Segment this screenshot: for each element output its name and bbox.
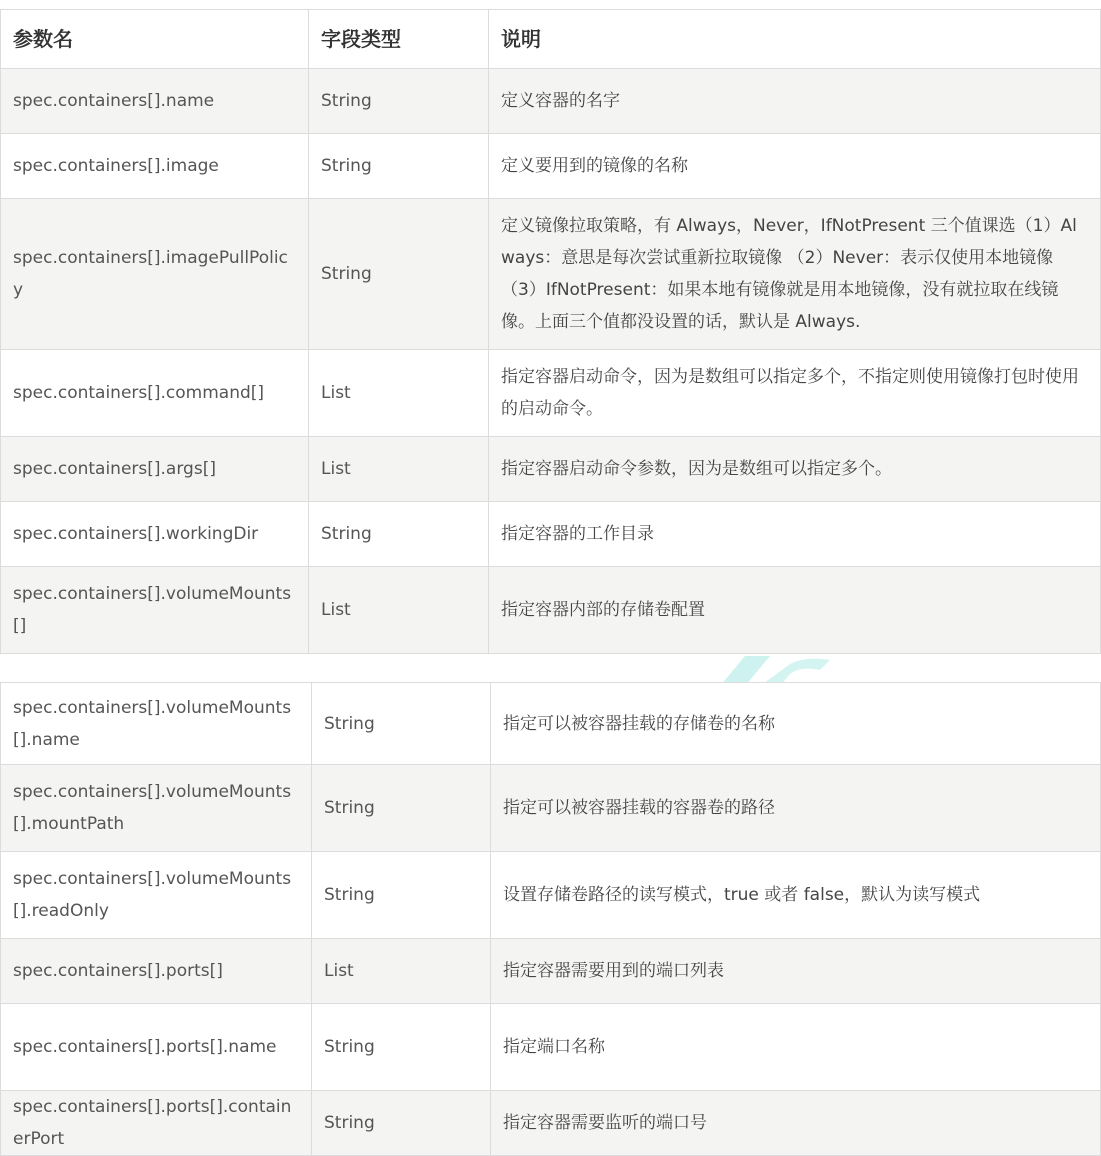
table-row bbox=[1, 350, 1101, 437]
table-row bbox=[1, 199, 1101, 350]
table-row bbox=[1, 1091, 1101, 1156]
table-row bbox=[1, 134, 1101, 199]
param-type: String bbox=[312, 683, 491, 765]
param-type: String bbox=[312, 765, 491, 852]
param-desc: 定义要用到的镜像的名称 bbox=[489, 134, 1101, 199]
param-name: spec.containers[].image bbox=[1, 134, 309, 199]
params-table-bottom bbox=[0, 682, 1101, 1156]
param-name: spec.containers[].volumeMounts[] bbox=[1, 567, 309, 654]
header-description: 说明 bbox=[489, 10, 1101, 69]
param-desc: 指定可以被容器挂载的存储卷的名称 bbox=[491, 683, 1101, 765]
params-table-top bbox=[0, 9, 1101, 654]
param-name: spec.containers[].volumeMounts[].mountPath bbox=[1, 765, 312, 852]
param-type: List bbox=[309, 437, 489, 502]
param-name: spec.containers[].name bbox=[1, 69, 309, 134]
param-type: String bbox=[309, 502, 489, 567]
param-desc: 指定容器需要监听的端口号 bbox=[491, 1091, 1101, 1156]
param-type: String bbox=[309, 134, 489, 199]
table-row bbox=[1, 502, 1101, 567]
param-desc: 指定容器启动命令参数，因为是数组可以指定多个。 bbox=[489, 437, 1101, 502]
table-row bbox=[1, 567, 1101, 654]
param-name: spec.containers[].ports[].name bbox=[1, 1004, 312, 1091]
param-name: spec.containers[].workingDir bbox=[1, 502, 309, 567]
param-name: spec.containers[].command[] bbox=[1, 350, 309, 437]
param-name: spec.containers[].imagePullPolicy bbox=[1, 199, 309, 350]
param-desc: 指定容器内部的存储卷配置 bbox=[489, 567, 1101, 654]
table-header-row bbox=[1, 10, 1101, 69]
param-type: List bbox=[312, 939, 491, 1004]
param-name: spec.containers[].args[] bbox=[1, 437, 309, 502]
param-desc: 设置存储卷路径的读写模式，true 或者 false，默认为读写模式 bbox=[491, 852, 1101, 939]
param-type: List bbox=[309, 567, 489, 654]
table-row bbox=[1, 939, 1101, 1004]
param-desc: 指定可以被容器挂载的容器卷的路径 bbox=[491, 765, 1101, 852]
params-table bbox=[0, 9, 1101, 654]
param-name: spec.containers[].volumeMounts[].name bbox=[1, 683, 312, 765]
params-table-continued bbox=[0, 682, 1101, 1156]
param-desc: 指定容器的工作目录 bbox=[489, 502, 1101, 567]
table-row bbox=[1, 1004, 1101, 1091]
param-type: String bbox=[309, 199, 489, 350]
param-type: String bbox=[312, 1004, 491, 1091]
table-row bbox=[1, 852, 1101, 939]
param-name: spec.containers[].ports[] bbox=[1, 939, 312, 1004]
param-name: spec.containers[].ports[].containerPort bbox=[1, 1091, 312, 1156]
param-desc: 指定端口名称 bbox=[491, 1004, 1101, 1091]
param-type: String bbox=[312, 852, 491, 939]
param-desc: 指定容器需要用到的端口列表 bbox=[491, 939, 1101, 1004]
param-type: List bbox=[309, 350, 489, 437]
param-name: spec.containers[].volumeMounts[].readOnly bbox=[1, 852, 312, 939]
param-desc: 指定容器启动命令，因为是数组可以指定多个，不指定则使用镜像打包时使用的启动命令。 bbox=[489, 350, 1101, 437]
table-row bbox=[1, 69, 1101, 134]
param-type: String bbox=[312, 1091, 491, 1156]
table-row bbox=[1, 683, 1101, 765]
header-param-name: 参数名 bbox=[1, 10, 309, 69]
table-row bbox=[1, 765, 1101, 852]
table-row bbox=[1, 437, 1101, 502]
header-field-type: 字段类型 bbox=[309, 10, 489, 69]
param-desc: 定义镜像拉取策略，有 Always，Never，IfNotPresent 三个值课选（1）Always：意思是每次尝试重新拉取镜像 （2）Never：表示仅使用本地镜像 （3）IfNotPresent：如果本地有镜像就是用本地镜像，没有就拉取在线镜像。上面三个值都没设置的话，默认是 Always. bbox=[489, 199, 1101, 350]
param-type: String bbox=[309, 69, 489, 134]
param-desc: 定义容器的名字 bbox=[489, 69, 1101, 134]
